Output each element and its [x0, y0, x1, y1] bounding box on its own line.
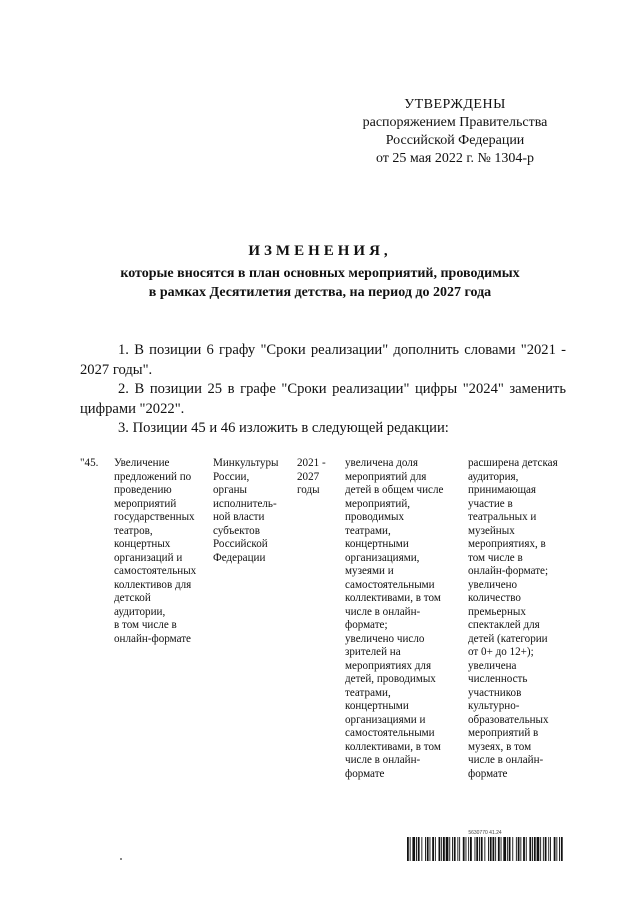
table-cell-line: Федерации — [213, 551, 266, 564]
table-cell-result-indicators — [345, 457, 463, 781]
table-cell-line: театральных и — [468, 511, 537, 523]
barcode-bar — [518, 837, 520, 861]
barcode-bar — [470, 837, 472, 861]
table-cell-line: проведению — [114, 484, 172, 496]
barcode-bar — [495, 837, 496, 861]
barcode-bar — [430, 837, 431, 861]
table-cell-line: организациями и — [345, 713, 426, 726]
table-cell-line: годы — [297, 484, 320, 496]
table-cell-line: увеличено — [468, 578, 518, 591]
table-cell-line: расширена детская — [468, 457, 558, 469]
table-cell-line: онлайн-формате — [114, 632, 191, 645]
table-cell-line: Увеличение — [114, 457, 170, 469]
barcode-bar — [537, 837, 540, 861]
barcode-bar — [543, 837, 544, 861]
approval-line-3: от 25 мая 2022 г. № 1304-р — [375, 151, 535, 166]
barcode-bar — [468, 837, 469, 861]
barcode-bar — [512, 837, 513, 861]
heading-subtitle-line-1: которые вносятся в план основных мероприятий, проводимых — [120, 266, 520, 281]
document-heading — [60, 241, 580, 301]
barcode-bar — [439, 837, 441, 861]
barcode-bar — [476, 837, 478, 861]
barcode-bar — [459, 837, 460, 861]
table-cell-line: органы — [213, 484, 247, 496]
barcode-bar — [418, 837, 420, 861]
barcode-bar — [466, 837, 467, 861]
approval-line-1: распоряжением Правительства — [362, 115, 548, 130]
barcode-bar — [554, 837, 556, 861]
table-cell-line: организаций и — [114, 551, 183, 564]
table-cell-line: численность — [468, 673, 528, 685]
barcode-bar — [509, 837, 511, 861]
table-cell-activity — [114, 457, 206, 646]
table-cell-line: мероприятий для — [345, 470, 427, 483]
table-cell-line: Минкультуры — [213, 457, 279, 469]
barcode-bar — [507, 837, 508, 861]
table-cell-line: детей в общем числе — [345, 484, 444, 496]
barcode-bar — [540, 837, 541, 861]
barcode-bar — [416, 837, 417, 861]
amendment-item-1: 1. В позиции 6 графу "Сроки реализации" дополнить словами "2021 - 2027 годы". — [80, 342, 566, 378]
table-cell-line: театров, — [114, 524, 153, 537]
table-cell-line: детей, проводимых — [345, 673, 436, 685]
table-cell-line: субъектов — [213, 524, 260, 537]
table-cell-line: формате — [345, 767, 385, 780]
barcode-caption: 5630770 41.24 — [468, 830, 502, 836]
barcode-bar — [520, 837, 521, 861]
barcode-bar — [407, 837, 409, 861]
table-cell-line: аудитория, — [468, 470, 519, 483]
table-cell-line: театрами, — [345, 686, 391, 699]
barcode-bar — [529, 837, 531, 861]
barcode-bar — [501, 837, 502, 861]
table-cell-term — [297, 457, 337, 498]
barcode-bar — [435, 837, 436, 861]
table-cell-line: числе в онлайн- — [345, 605, 421, 618]
barcode-bar — [526, 837, 527, 861]
table-cell-line: России, — [213, 470, 250, 483]
table-cell-line: количество — [468, 592, 521, 604]
barcode-bar — [412, 837, 415, 861]
amendment-item-2: 2. В позиции 25 в графе "Сроки реализации" цифры "2024" заменить цифрами "2022". — [80, 381, 566, 417]
table-cell-line: онлайн-формате; — [468, 565, 549, 577]
table-cell-line: увеличено число — [345, 632, 425, 645]
barcode-bar — [454, 837, 456, 861]
table-cell-line: мероприятиях, в — [468, 538, 546, 550]
barcode-bar — [449, 837, 450, 861]
table-cell-line: увеличена — [468, 659, 517, 672]
table-cell-line: числе в онлайн- — [345, 754, 421, 766]
table-cell-line: организациями, — [345, 551, 420, 564]
barcode-bar — [441, 837, 442, 861]
barcode-bar — [516, 837, 517, 861]
barcode-bar — [532, 837, 533, 861]
barcode-bar — [490, 837, 492, 861]
table-cell-line: участников — [468, 686, 522, 699]
table-cell-expected-results — [468, 457, 578, 781]
table-cell-line: том числе в — [468, 551, 523, 564]
table-cell-line: детской — [114, 592, 151, 604]
barcode-bar — [488, 837, 489, 861]
barcode-bar — [479, 837, 480, 861]
table-cell-line: спектаклей для — [468, 619, 540, 631]
table-cell-line: коллективов для — [114, 578, 192, 591]
barcode-bar — [523, 837, 525, 861]
barcode-bar — [548, 837, 549, 861]
table-cell-line: образовательных — [468, 713, 549, 726]
approval-block — [340, 96, 570, 168]
heading-title: ИЗМЕНЕНИЯ, — [248, 243, 392, 259]
table-cell-line: самостоятельными — [345, 727, 435, 739]
table-cell-line: культурно- — [468, 700, 520, 712]
barcode-bar — [475, 837, 476, 861]
table-cell-line: государственных — [114, 511, 195, 523]
table-cell-line: участие в — [468, 497, 513, 510]
barcode-bar — [559, 837, 560, 861]
table-cell-line: премьерных — [468, 605, 526, 618]
table-cell-line: музейных — [468, 524, 515, 537]
table-cell-line: предложений по — [114, 470, 192, 483]
table-cell-line: мероприятий, — [345, 497, 411, 510]
barcode-image — [405, 837, 565, 861]
table-cell-line: 2027 — [297, 470, 320, 483]
barcode-bar — [452, 837, 453, 861]
barcode-bar — [545, 837, 547, 861]
table-cell-line: мероприятиях для — [345, 659, 432, 672]
table-cell-line: мероприятий — [114, 497, 177, 510]
barcode-bar — [550, 837, 551, 861]
table-cell-line: ной власти — [213, 511, 265, 523]
barcode-bar — [561, 837, 563, 861]
table-cell-line: исполнитель- — [213, 497, 277, 510]
barcode-bar — [443, 837, 445, 861]
approval-title: УТВЕРЖДЕНЫ — [404, 97, 506, 112]
table-cell-position-number: "45. — [80, 457, 99, 469]
barcode-bar — [427, 837, 429, 861]
table-cell-line: проводимых — [345, 511, 405, 523]
table-cell-line: в том числе в — [114, 619, 177, 631]
amendment-items — [80, 341, 566, 439]
table-cell-line: мероприятий в — [468, 727, 539, 739]
barcode-bar — [425, 837, 426, 861]
table-cell-line: концертными — [345, 700, 409, 712]
approval-line-2: Российской Федерации — [385, 133, 525, 148]
barcode-bar — [421, 837, 422, 861]
table-cell-line: аудитории, — [114, 605, 166, 618]
barcode-bar — [410, 837, 411, 861]
barcode-bar — [498, 837, 500, 861]
table-cell-responsible — [213, 457, 291, 565]
barcode-bar — [432, 837, 434, 861]
table-cell-line: самостоятельных — [114, 565, 197, 577]
scan-speck — [120, 858, 122, 860]
table-cell-line: принимающая — [468, 484, 537, 496]
table-cell-line: увеличена доля — [345, 457, 418, 469]
table-cell-line: концертных — [114, 538, 171, 550]
table-cell-line: концертными — [345, 538, 409, 550]
barcode-bar — [481, 837, 483, 861]
table-cell-line: 2021 - — [297, 457, 326, 469]
barcode-bar — [484, 837, 485, 861]
table-cell-line: от 0+ до 12+); — [468, 646, 534, 658]
amendment-item-3: 3. Позиции 45 и 46 изложить в следующей редакции: — [118, 420, 449, 436]
barcode-bar — [534, 837, 536, 861]
table-cell-line: коллективами, в том — [345, 740, 441, 753]
table-cell-line: Российской — [213, 538, 268, 550]
heading-subtitle-line-2: в рамках Десятилетия детства, на период до 2027 года — [148, 285, 492, 300]
table-cell-line: театрами, — [345, 524, 391, 537]
table-cell-line: детей (категории — [468, 632, 548, 645]
barcode-bar — [493, 837, 495, 861]
table-cell-line: формате — [468, 767, 508, 780]
table-cell-line: коллективами, в том — [345, 592, 441, 604]
barcode-bar — [463, 837, 465, 861]
barcode-bar — [446, 837, 449, 861]
barcode-block — [405, 829, 565, 861]
table-cell-line: самостоятельными — [345, 578, 435, 591]
barcode-bar — [556, 837, 557, 861]
barcode-bar — [457, 837, 458, 861]
table-cell-line: музеях, в том — [468, 740, 532, 753]
barcode-bar — [503, 837, 506, 861]
table-cell-line: зрителей на — [345, 646, 401, 658]
table-cell-line: формате; — [345, 619, 388, 631]
table-cell-line: числе в онлайн- — [468, 754, 544, 766]
table-cell-line: музеями и — [345, 565, 394, 577]
